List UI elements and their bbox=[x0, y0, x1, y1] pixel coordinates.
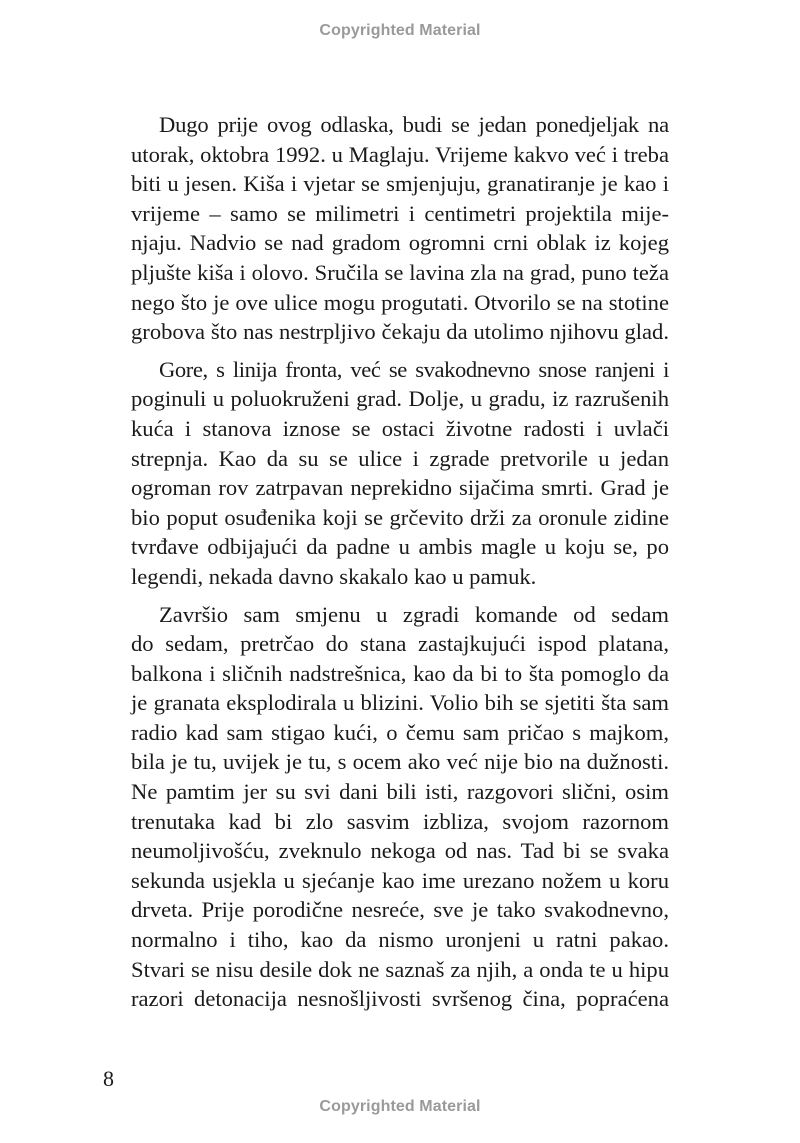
text-line: bio poput osuđenika koji se grčevito drži za oronule zidine bbox=[131, 504, 669, 530]
text-line: radio kad sam stigao kući, o čemu sam pričao s majkom, bbox=[131, 719, 669, 745]
text-line: legendi, nekada davno skakalo kao u pamuk. bbox=[131, 563, 537, 589]
text-line: nego što je ove ulice mogu progutati. Otvorilo se na stotine bbox=[131, 289, 669, 315]
text-line: bila je tu, uvijek je tu, s ocem ako već nije bio na dužnosti. bbox=[131, 749, 669, 775]
text-line: strepnja. Kao da su se ulice i zgrade pretvorile u jedan bbox=[131, 445, 669, 471]
text-line: je granata eksplodirala u blizini. Volio bih se sjetiti šta sam bbox=[131, 690, 669, 716]
text-line: grobova što nas nestrpljivo čekaju da utolimo njihovu glad. bbox=[131, 319, 669, 345]
text-line: drveta. Prije porodične nesreće, sve je tako svakodnevno, bbox=[131, 897, 669, 923]
page-body bbox=[103, 110, 669, 1014]
text-line: trenutaka kad bi zlo sasvim izbliza, svojom razornom bbox=[131, 808, 669, 834]
text-line: Gore, s linija fronta, već se svakodnevno snose ranjeni i bbox=[159, 356, 669, 382]
page-number: 8 bbox=[103, 1066, 114, 1091]
text-line: ogroman rov zatrpavan neprekidno sijačima smrti. Grad je bbox=[131, 475, 669, 501]
paragraph-3 bbox=[103, 600, 669, 1014]
text-line: poginuli u poluokruženi grad. Dolje, u gradu, iz razrušenih bbox=[131, 386, 669, 412]
text-line: razori detonacija nesnošljivosti svršenog čina, popraćena bbox=[131, 986, 669, 1012]
text-line: vrijeme – samo se milimetri i centimetri projektila mije- bbox=[131, 200, 669, 226]
text-line: neumoljivošću, zveknulo nekoga od nas. Tad bi se svaka bbox=[131, 838, 669, 864]
text-line: sekunda usjekla u sjećanje kao ime urezano nožem u koru bbox=[131, 867, 669, 893]
text-line: Ne pamtim jer su svi dani bili isti, razgovori slični, osim bbox=[131, 779, 669, 805]
text-line: utorak, oktobra 1992. u Maglaju. Vrijeme kakvo već i treba bbox=[131, 141, 669, 167]
text-line: tvrđave odbijajući da padne u ambis magle u koju se, po bbox=[131, 534, 669, 560]
text-line: kuća i stanova iznose se ostaci životne radosti i uvlači bbox=[131, 415, 669, 441]
text-line: Završio sam smjenu u zgradi komande od sedam bbox=[159, 601, 669, 627]
text-line: pljušte kiša i olovo. Sručila se lavina zla na grad, puno teža bbox=[131, 259, 669, 285]
paragraph-1 bbox=[103, 110, 669, 347]
text-line: balkona i sličnih nadstrešnica, kao da bi to šta pomoglo da bbox=[131, 660, 669, 686]
text-line: njaju. Nadvio se nad gradom ogromni crni oblak iz kojeg bbox=[131, 230, 669, 256]
text-line: Stvari se nisu desile dok ne saznaš za njih, a onda te u hipu bbox=[131, 956, 669, 982]
text-line: biti u jesen. Kiša i vjetar se smjenjuju, granatiranje je kao i bbox=[131, 171, 669, 197]
text-line: normalno i tiho, kao da nismo uronjeni u ratni pakao. bbox=[131, 927, 669, 953]
copyright-watermark-top: Copyrighted Material bbox=[319, 22, 481, 39]
text-line: Dugo prije ovog odlaska, budi se jedan ponedjeljak na bbox=[159, 112, 669, 137]
copyright-watermark-bottom: Copyrighted Material bbox=[319, 1098, 481, 1115]
text-line: do sedam, pretrčao do stana zastajkujući ispod platana, bbox=[131, 631, 669, 657]
paragraph-2 bbox=[103, 355, 669, 592]
